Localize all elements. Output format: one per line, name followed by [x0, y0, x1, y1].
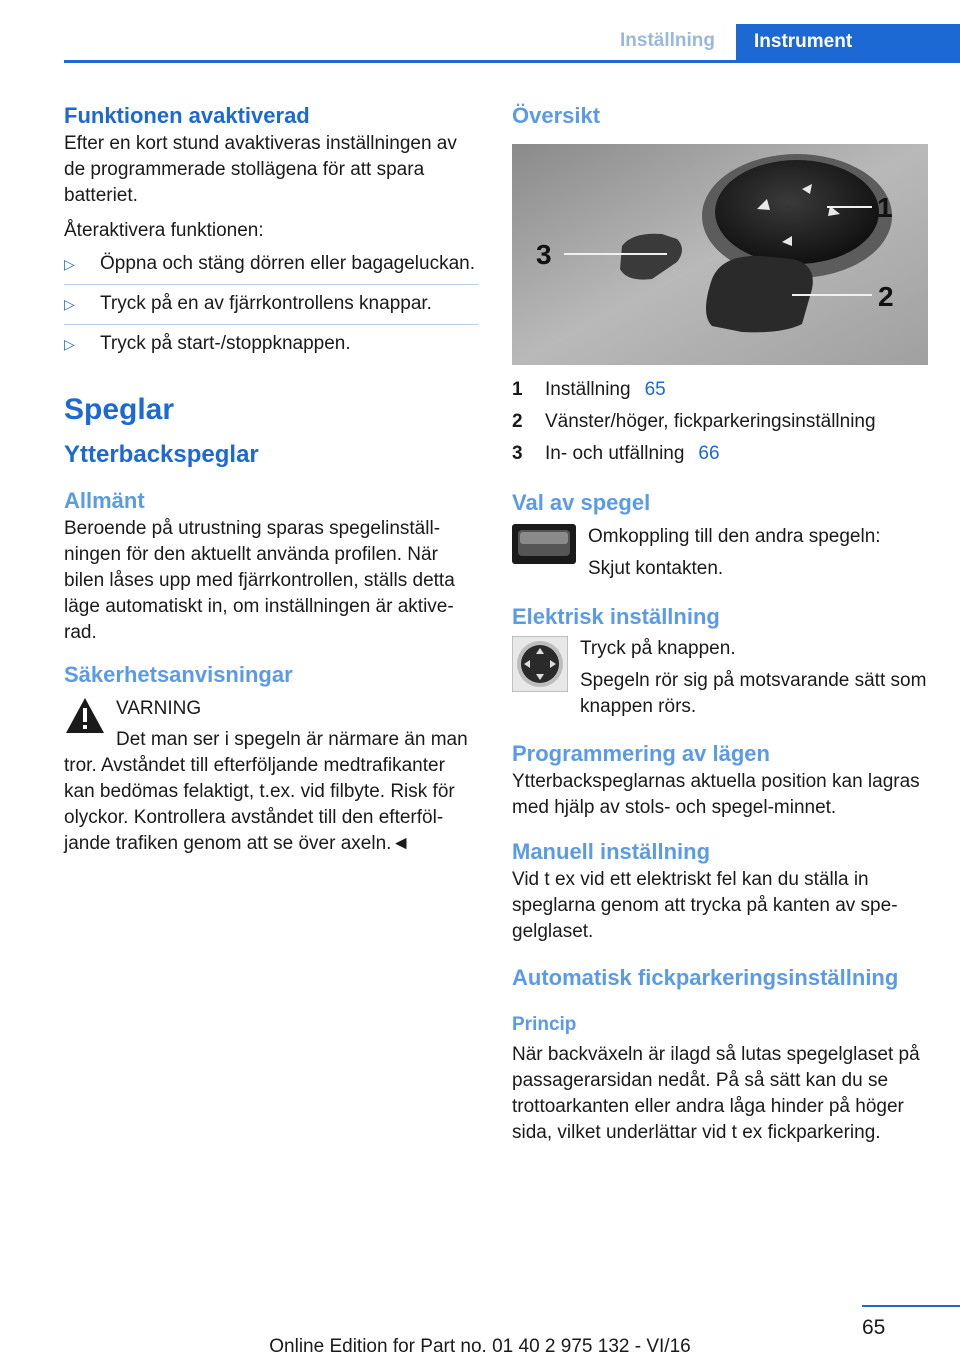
edition-footer: Online Edition for Part no. 01 40 2 975 132 - VI/16 [269, 1336, 691, 1357]
warning-text: tror. Avståndet till efterföljande medtrafikanter kan bedömas felaktigt, t.ex. vid filbyte. Risk för olyckor. Kontrollera avståndet till den efterföljande trafiken genom att se över axeln.◄ [64, 755, 455, 854]
header-tab-instrument: Instrument [736, 24, 960, 62]
photo-label-2: 2 [878, 281, 894, 312]
allmant-text: Beroende på utrustning sparas spegelinställningen för den aktuellt använda profilen. När bilen låses upp med fjärrkontrollen, ställs detta läge automatiskt in, om inställningen är aktiverad. [64, 518, 455, 643]
mirror-control-photo [512, 144, 928, 365]
oversikt-heading: Översikt [512, 103, 601, 128]
header-tab-installning: Inställning [620, 30, 715, 51]
val-heading: Val av spegel [512, 490, 651, 515]
right-column [512, 100, 928, 1146]
page-ref-link[interactable]: 65 [644, 379, 666, 400]
sakerhet-heading: Säkerhetsanvisningar [64, 662, 293, 687]
page-number: 65 [862, 1316, 886, 1339]
val-text2: Skjut kontakten. [588, 558, 724, 579]
allmant-heading: Allmänt [64, 488, 145, 513]
val-block [512, 524, 928, 582]
el-heading: Elektrisk inställning [512, 604, 720, 629]
photo-label-3: 3 [536, 239, 552, 270]
triangle-bullet-icon: ▷ [64, 336, 75, 352]
warning-block [64, 696, 478, 753]
direction-pad-icon [512, 636, 580, 720]
warning-text-first: Det man ser i spegeln är närmare än man [116, 729, 468, 750]
prog-heading: Programmering av lägen [512, 741, 770, 766]
el-text2: Spegeln rör sig på motsvarande sätt som knappen rörs. [580, 670, 927, 717]
reactivate-text: Återaktivera funktionen: [64, 220, 264, 241]
triangle-bullet-icon: ▷ [64, 296, 75, 312]
footer-rule [862, 1305, 960, 1307]
ytterbackspeglar-heading: Ytterbackspeglar [64, 441, 259, 468]
photo-label-1: 1 [877, 192, 893, 223]
princip-text: När backväxeln är ilagd så lutas spegelglaset på passagerarsidan nedåt. På så sätt kan du se trottoarkanten eller andra låga hinder på höger sida, vilket underlättar vid t ex fickparkering. [512, 1044, 920, 1143]
func-title: Funktionen avaktiverad [64, 103, 310, 128]
el-block [512, 636, 928, 720]
prog-text: Ytterbackspeglarnas aktuella position kan lagras med hjälp av stols- och spegel-minnet. [512, 771, 920, 818]
el-text1: Tryck på knappen. [580, 638, 736, 659]
bullet-item: ▷ Tryck på en av fjärrkontrollens knappar. [64, 291, 478, 317]
legend-list [512, 377, 928, 467]
bullet-divider [64, 284, 478, 285]
bullet-item: ▷ Tryck på start-/stoppknappen. [64, 331, 478, 357]
princip-heading: Princip [512, 1014, 577, 1035]
func-text: Efter en kort stund avaktiveras inställningen av de programmerade stollägena för att spara batteriet. [64, 133, 457, 206]
man-text: Vid t ex vid ett elektriskt fel kan du ställa in speglarna genom att trycka på kanten av spegelglaset. [512, 869, 898, 942]
warning-triangle-icon [64, 696, 116, 753]
legend-row: 3 In- och utfällning 66 [512, 441, 928, 467]
legend-row: 2 Vänster/höger, fickparkeringsinställning [512, 411, 876, 432]
bullet-item: ▷ Öppna och stäng dörren eller bagageluckan. [64, 251, 478, 277]
left-column [64, 100, 478, 857]
header-rule [64, 60, 960, 63]
bullet-divider [64, 324, 478, 325]
warning-label: VARNING [116, 698, 202, 719]
triangle-bullet-icon: ▷ [64, 256, 75, 272]
val-text1: Omkoppling till den andra spegeln: [588, 526, 881, 547]
mirror-switch-icon [512, 524, 588, 582]
speglar-heading: Speglar [64, 393, 175, 426]
legend-row: 1 Inställning 65 [512, 377, 928, 403]
page-ref-link[interactable]: 66 [698, 443, 720, 464]
auto-heading: Automatisk fickparkeringsinställning [512, 965, 899, 990]
man-heading: Manuell inställning [512, 839, 711, 864]
